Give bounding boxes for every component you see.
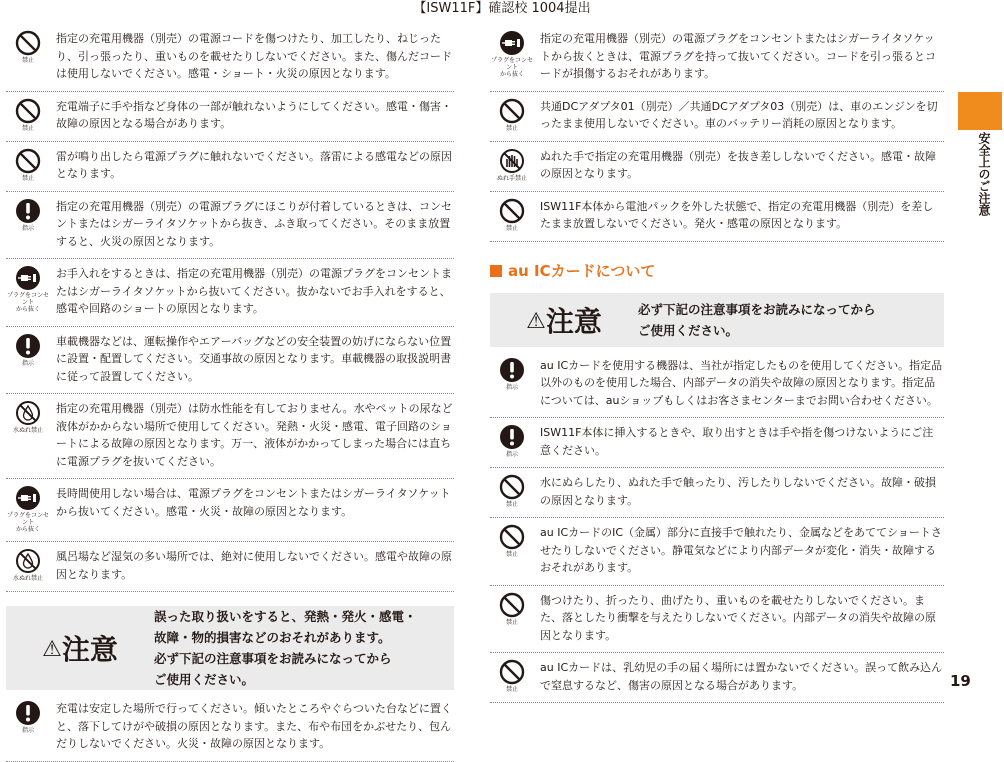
- safety-symbol: [6, 98, 50, 133]
- no-wet-hands-icon: [499, 148, 525, 174]
- safety-item: [6, 92, 454, 142]
- safety-text: ISW11F本体から電池パックを外した状態で、指定の充電用機器（別売）を差したまま放置しないでください。発火・感電の原因となります。: [540, 199, 934, 230]
- caution-line: ご使用ください。: [154, 672, 255, 687]
- safety-text: お手入れをするときは、指定の充電用機器（別売）の電源プラグをコンセントまたはシガーライタソケットから抜いてください。抜かないでお手入れをすると、感電や回路のショートの原因となります。: [56, 267, 452, 315]
- symbol-label: 指示: [21, 224, 34, 232]
- unplug-icon: [499, 30, 525, 56]
- warning-triangle-icon: ⚠: [42, 637, 62, 662]
- prohibited-icon: [499, 474, 525, 500]
- side-tab-label: 安全上のご注意: [977, 132, 991, 216]
- symbol-label: 指示: [505, 451, 518, 458]
- prohibited-icon: [499, 98, 525, 124]
- prohibited-icon: [15, 98, 41, 124]
- symbol-label: 禁止: [505, 618, 518, 626]
- document-header: 【ISW11F】確認校 1004提出: [413, 1, 591, 16]
- caution-label: ⚠注意: [42, 633, 118, 666]
- safety-symbol: [490, 474, 534, 509]
- caution-box: [490, 293, 944, 347]
- left-caution-list: [6, 694, 454, 762]
- safety-text: au ICカードは、乳幼児の手の届く場所には置かないでください。誤って飲み込んで窒息するなど、傷害の原因となる場合があります。: [540, 661, 943, 692]
- instruction-icon: [15, 198, 41, 224]
- safety-symbol: [490, 148, 534, 183]
- safety-symbol: [6, 148, 50, 183]
- instruction-icon: [15, 333, 41, 359]
- safety-symbol: [6, 198, 50, 251]
- safety-symbol: [6, 30, 50, 83]
- symbol-label: プラグをコンセント から抜く: [6, 512, 49, 533]
- safety-item: [490, 468, 944, 518]
- safety-text: ぬれた手で指定の充電用機器（別売）を抜き差ししないでください。感電・故障の原因となります。: [540, 149, 936, 180]
- safety-symbol: [490, 592, 534, 645]
- left-column: [6, 24, 454, 762]
- symbol-label: 指示: [505, 383, 518, 391]
- prohibited-icon: [499, 592, 525, 618]
- safety-text: au ICカードのIC（金属）部分に直接手で触れたり、金属などをあててショートさせたりしないでください。静電気などにより内部データが変化・消失・故障するおそれがあります。: [540, 526, 942, 574]
- symbol-label: 禁止: [505, 501, 518, 508]
- prohibited-icon: [499, 659, 525, 685]
- symbol-label: 禁止: [505, 224, 518, 232]
- symbol-label: 禁止: [505, 124, 518, 132]
- safety-symbol: [6, 548, 50, 583]
- safety-item: [490, 653, 944, 703]
- safety-text: au ICカードを使用する機器は、当社が指定したものを使用してください。指定品以外のものを使用した場合、内部データの消失や故障の原因となります。指定品については、auショップもしくはお客さまセンターまでお問い合わせください。: [540, 358, 943, 407]
- orange-square-icon: [490, 265, 502, 277]
- instruction-icon: [15, 700, 41, 726]
- symbol-label: ぬれ手禁止: [496, 174, 527, 182]
- symbol-label: 禁止: [505, 551, 518, 558]
- symbol-label: 禁止: [21, 174, 34, 182]
- safety-item: [6, 142, 454, 192]
- instruction-icon: [499, 357, 525, 383]
- symbol-label: 禁止: [21, 124, 34, 132]
- safety-symbol: [6, 700, 50, 753]
- safety-text: 長時間使用しない場合は、電源プラグをコンセントまたはシガーライタソケットから抜いてください。感電・火災・故障の原因となります。: [56, 487, 451, 518]
- safety-item: [6, 259, 454, 327]
- safety-symbol: [490, 424, 534, 459]
- side-tab-marker: [958, 92, 1002, 130]
- instruction-icon: [499, 424, 525, 450]
- safety-item: [490, 418, 944, 468]
- safety-text: 指定の充電用機器（別売）は防水性能を有しておりません。水やペットの尿など液体がかからない場所で使用してください。発熱・火災・感電、電子回路のショートによる故障の原因となります。万一、液体がかかってしまった場合には直ちに電源プラグを抜いてください。: [56, 402, 453, 468]
- unplug-icon: [15, 265, 41, 291]
- safety-text: 指定の充電用機器（別売）の電源プラグをコンセントまたはシガーライタソケットから抜くときは、電源プラグを持って抜いてください。コードを引っ張るとコードが損傷するおそれがあります。: [540, 32, 936, 80]
- safety-symbol: [6, 400, 50, 470]
- safety-item: [6, 694, 454, 762]
- safety-symbol: [490, 524, 534, 577]
- safety-item: [490, 92, 944, 142]
- safety-text: 傷つけたり、折ったり、曲げたり、重いものを載せたりしないでください。また、落としたり衝撃を与えたりしないでください。内部データの消失や故障の原因となります。: [540, 593, 936, 642]
- safety-item: [6, 192, 454, 260]
- symbol-label: プラグをコンセント から抜く: [6, 292, 49, 313]
- safety-item: [490, 192, 944, 242]
- safety-symbol: [490, 659, 534, 694]
- safety-text: 雷が鳴り出したら電源プラグに触れないでください。落雷による感電などの原因となります。: [56, 149, 452, 180]
- symbol-label: 水ぬれ禁止: [12, 427, 43, 434]
- symbol-label: 禁止: [505, 686, 518, 693]
- symbol-label: プラグをコンセント から抜く: [490, 57, 533, 78]
- caution-line: 故障・物的損害などのおそれがあります。: [154, 630, 391, 645]
- safety-symbol: [490, 98, 534, 133]
- safety-item: [490, 24, 944, 92]
- safety-symbol: [490, 198, 534, 233]
- no-water-icon: [15, 400, 41, 426]
- safety-symbol: [6, 333, 50, 386]
- no-water-icon: [15, 548, 41, 574]
- safety-item: [6, 394, 454, 479]
- safety-item: [6, 24, 454, 92]
- safety-text: 指定の充電用機器（別売）の電源プラグにほこりが付着しているときは、コンセントまたはシガーライタソケットから抜き、ふき取ってください。そのまま放置すると、火災の原因となります。: [56, 199, 452, 248]
- safety-text: 風呂場など湿気の多い場所では、絶対に使用しないでください。感電や故障の原因となります。: [56, 550, 452, 581]
- caution-text: [154, 606, 417, 690]
- symbol-label: 指示: [21, 359, 34, 367]
- warning-triangle-icon: ⚠: [526, 308, 546, 334]
- safety-text: 充電は安定した場所で行ってください。傾いたところやぐらついた台などに置くと、落下してけがや破損の原因となります。また、布や布団をかぶせたり、包んだりしないでください。火災・故障の原因となります。: [56, 702, 452, 750]
- safety-text: ISW11F本体に挿入するときや、取り出すときは手や指を傷つけないようにご注意ください。: [540, 426, 934, 457]
- left-warning-list: [6, 24, 454, 592]
- safety-text: 共通DCアダプタ01（別売）／共通DCアダプタ03（別売）は、車のエンジンを切ったまま使用しないでください。車のバッテリー消耗の原因となります。: [540, 99, 938, 130]
- page-number: 19: [950, 672, 971, 690]
- prohibited-icon: [499, 198, 525, 224]
- unplug-icon: [15, 485, 41, 511]
- prohibited-icon: [15, 30, 41, 56]
- right-caution-list: [490, 351, 944, 704]
- safety-symbol: [490, 357, 534, 410]
- caution-line: 必ず下記の注意事項をお読みになってから: [154, 651, 392, 666]
- symbol-label: 水ぬれ禁止: [12, 575, 43, 582]
- right-column: [490, 24, 944, 703]
- safety-item: [490, 351, 944, 419]
- caution-text: [638, 293, 876, 347]
- safety-item: [490, 586, 944, 654]
- safety-text: 指定の充電用機器（別売）の電源コードを傷つけたり、加工したり、ねじったり、引っ張ったり、重いものを載せたりしないでください。また、傷んだコードは使用しないでください。感電・ショート・火災の原因となります。: [56, 32, 452, 80]
- safety-item: [490, 142, 944, 192]
- caution-label: ⚠注意: [526, 304, 602, 338]
- caution-box: [6, 606, 454, 690]
- caution-line: 誤った取り扱いをすると、発熱・発火・感電・: [154, 609, 417, 624]
- caution-line: ご使用ください。: [638, 322, 739, 338]
- safety-symbol: [490, 30, 534, 83]
- symbol-label: 指示: [21, 727, 34, 734]
- symbol-label: 禁止: [21, 57, 34, 64]
- safety-text: 水にぬらしたり、ぬれた手で触ったり、汚したりしないでください。故障・破損の原因となります。: [540, 476, 936, 507]
- safety-item: [490, 518, 944, 586]
- safety-text: 充電端子に手や指など身体の一部が触れないようにしてください。感電・傷害・故障の原因となる場合があります。: [56, 99, 452, 130]
- safety-text: 車載機器などは、運転操作やエアーバッグなどの安全装置の妨げにならない位置に設置・配置してください。交通事故の原因となります。車載機器の取扱説明書に従って設置してください。: [56, 334, 452, 383]
- prohibited-icon: [499, 524, 525, 550]
- safety-item: [6, 542, 454, 592]
- safety-symbol: [6, 485, 50, 533]
- safety-symbol: [6, 265, 50, 318]
- caution-line: 必ず下記の注意事項をお読みになってから: [638, 301, 876, 317]
- safety-item: [6, 327, 454, 395]
- prohibited-icon: [15, 148, 41, 174]
- right-warning-list: [490, 24, 944, 242]
- safety-item: [6, 479, 454, 542]
- section-heading: au ICカードについて: [490, 260, 944, 281]
